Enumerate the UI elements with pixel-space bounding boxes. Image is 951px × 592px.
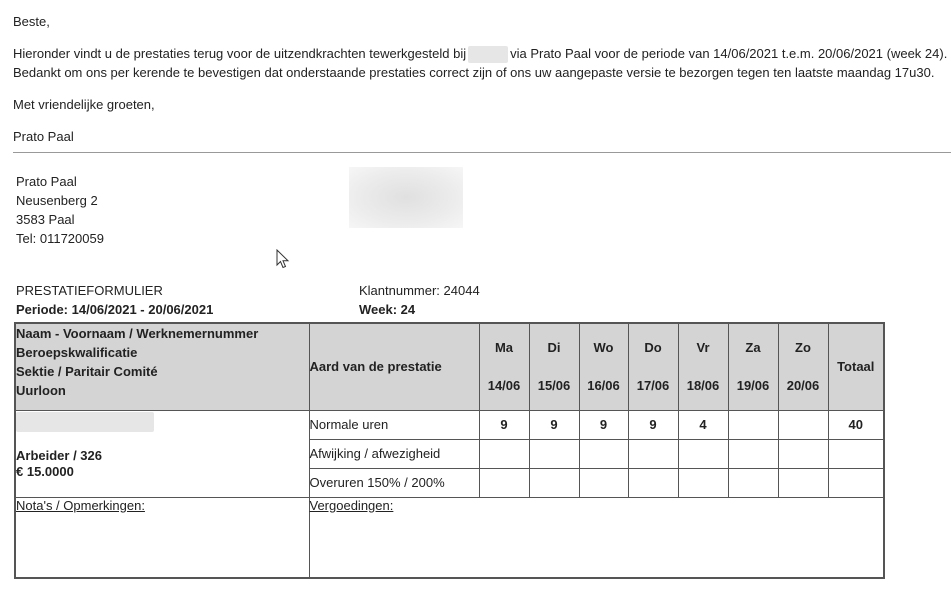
company-street: Neusenberg 2 [16,193,98,208]
cell-normal-vr: 4 [678,410,728,439]
separator-line [13,152,951,153]
compensation-label: Vergoedingen: [309,497,394,513]
cell-normal-di: 9 [529,410,579,439]
redacted-client-name [468,46,508,63]
worker-cell [15,410,309,497]
cell-overtime-wo [579,468,628,497]
cell-overtime-vr [678,468,728,497]
redacted-worker-name [16,412,154,432]
worker-rate: € 15.0000 [16,463,74,479]
cell-absence-total [828,439,884,468]
header-worker: Naam - Voornaam / Werknemernummer Beroepskwalificatie Sektie / Paritair Comité Uurloon [15,323,309,410]
cell-overtime-do [628,468,678,497]
company-city: 3583 Paal [16,212,75,227]
signature: Prato Paal [13,129,74,144]
redacted-logo [349,167,463,228]
cell-normal-ma: 9 [479,410,529,439]
cell-normal-zo [778,410,828,439]
form-title: PRESTATIEFORMULIER [16,283,163,298]
cell-absence-do [628,439,678,468]
table-header-row [15,323,884,410]
intro-part-a: Hieronder vindt u de prestaties terug voor de uitzendkrachten tewerkgesteld bij [13,46,467,61]
cell-absence-di [529,439,579,468]
intro-line-2: Bedankt om ons per kerende te bevestigen dat onderstaande prestaties correct zijn of ons uw aangepaste versie te bezorgen tegen ten laatste maandag 17u30. [13,65,935,80]
cell-normal-do: 9 [628,410,678,439]
row-label-overtime: Overuren 150% / 200% [309,468,479,497]
cell-absence-zo [778,439,828,468]
cell-normal-total: 40 [828,410,884,439]
closing: Met vriendelijke groeten, [13,97,155,112]
header-day-do: Do 17/06 [628,323,678,410]
form-period: Periode: 14/06/2021 - 20/06/2021 [16,302,214,317]
row-label-absence: Afwijking / afwezigheid [309,439,479,468]
header-day-wo: Wo 16/06 [579,323,628,410]
cell-overtime-ma [479,468,529,497]
mouse-cursor-icon [276,249,290,270]
cell-absence-za [728,439,778,468]
cell-overtime-total [828,468,884,497]
cell-absence-ma [479,439,529,468]
header-day-za: Za 19/06 [728,323,778,410]
intro-part-b: via Prato Paal voor de periode van 14/06/2021 t.e.m. 20/06/2021 (week 24). [510,46,948,61]
notes-row [15,497,884,578]
worker-type: Arbeider / 326 [16,447,102,463]
header-day-vr: Vr 18/06 [678,323,728,410]
performance-table [14,322,885,579]
cell-overtime-za [728,468,778,497]
cell-overtime-di [529,468,579,497]
header-aard: Aard van de prestatie [309,323,479,410]
header-day-ma: Ma 14/06 [479,323,529,410]
intro-line-1 [13,45,947,63]
notes-label: Nota's / Opmerkingen: [16,497,145,513]
header-day-zo: Zo 20/06 [778,323,828,410]
company-name: Prato Paal [16,174,77,189]
cell-normal-wo: 9 [579,410,628,439]
table-row [15,410,884,439]
cell-normal-za [728,410,778,439]
company-phone: Tel: 011720059 [16,231,104,246]
client-number: Klantnummer: 24044 [359,283,480,298]
compensation-cell [309,497,884,578]
week-number: Week: 24 [359,302,416,317]
notes-cell [15,497,309,578]
cell-absence-wo [579,439,628,468]
greeting: Beste, [13,14,50,29]
header-day-di: Di 15/06 [529,323,579,410]
row-label-normal: Normale uren [309,410,479,439]
cell-absence-vr [678,439,728,468]
cell-overtime-zo [778,468,828,497]
header-total: Totaal [828,323,884,410]
